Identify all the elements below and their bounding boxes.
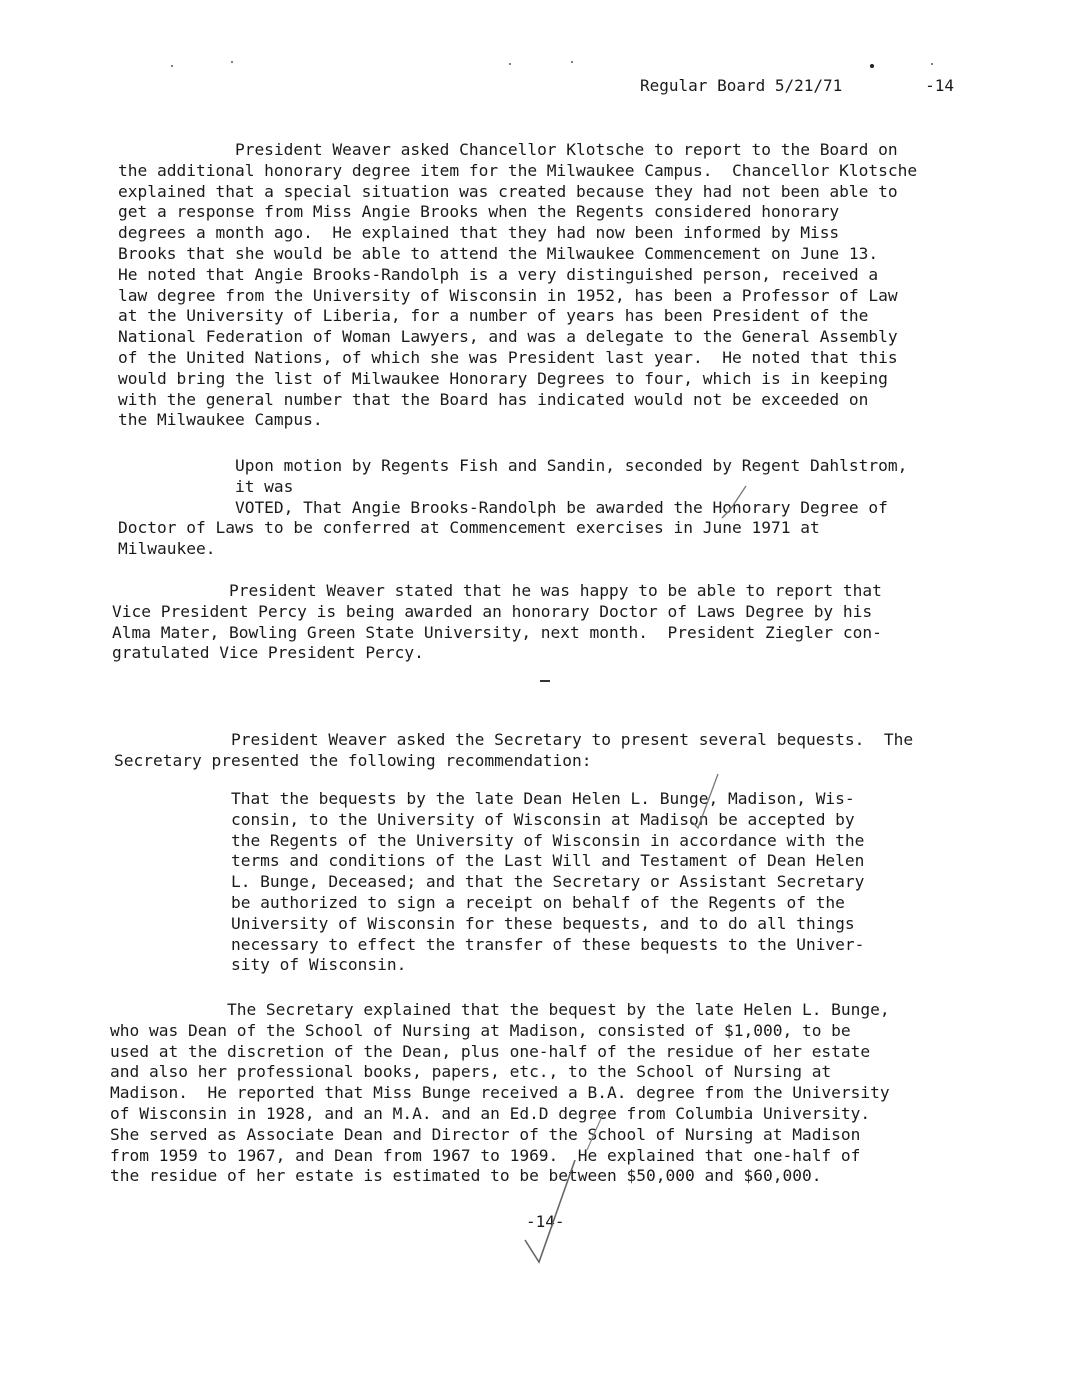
handwritten-check-icon	[720, 482, 750, 522]
paragraph-motion-voted: Upon motion by Regents Fish and Sandin, seconded by Regent Dahlstrom, it was VOTED, That Angie Brooks-Randolph be awarded the Honorary Degree of Doctor of Laws to be conferred at Commencement exercises in June 1971 at Milwaukee.	[118, 456, 908, 559]
scan-specks	[160, 58, 960, 72]
paragraph-honorary-degree-report: President Weaver asked Chancellor Klotsche to report to the Board on the additional honorary degree item for the Milwaukee Campus. Chancellor Klotsche explained that a special situation was created because they had not been able to get a response from Miss Angie Brooks when the Regents considered honorary degrees a month ago. He explained that they had now been informed by Miss Brooks that she would be able to attend the Milwaukee Commencement on June 13. He noted that Angie Brooks-Randolph is a very distinguished person, received a law degree from the University of Wisconsin in 1952, has been a Professor of Law at the University of Liberia, for a number of years has been President of the National Federation of Woman Lawyers, and was a delegate to the General Assembly of the United Nations, of which she was President last year. He noted that this would bring the list of Milwaukee Honorary Degrees to four, which is in keeping with the general number that the Board has indicated would not be exceeded on the Milwaukee Campus.	[118, 140, 918, 430]
large-check-mark-icon	[515, 1150, 585, 1280]
section-divider	[540, 680, 550, 682]
handwritten-check-icon	[690, 772, 720, 832]
page-footer-number: -14-	[526, 1212, 565, 1231]
paragraph-bequest-explanation: The Secretary explained that the bequest by the late Helen L. Bunge, who was Dean of the School of Nursing at Madison, consisted of $1,000, to be used at the discretion of the Dean, plus one-half of the residue of her estate and also her professional books, papers, etc., to the School of Nursing at Madison. He reported that Miss Bunge received a B.A. degree from the University of Wisconsin in 1928, and an M.A. and an Ed.D degree from Columbia University. She served as Associate Dean and Director of the School of Nursing at Madison from 1959 to 1967, and Dean from 1967 to 1969. He explained that one-half of the residue of her estate is estimated to be between $50,000 and $60,000.	[110, 1000, 890, 1186]
paragraph-percy-award: President Weaver stated that he was happy to be able to report that Vice President Percy is being awarded an honorary Doctor of Laws Degree by his Alma Mater, Bowling Green State University, next month. President Ziegler con- gratulated Vice President Percy.	[112, 581, 882, 663]
handwritten-check-icon	[585, 1112, 605, 1152]
header-page-number: -14	[925, 76, 954, 95]
paragraph-bequests-intro: President Weaver asked the Secretary to present several bequests. The Secretary presented the following recommendation:	[114, 730, 914, 770]
header-reference: Regular Board 5/21/71	[640, 76, 843, 95]
paragraph-bequest-recommendation: That the bequests by the late Dean Helen L. Bunge, Madison, Wis- consin, to the University of Wisconsin at Madison be accepted by the Regents of the University of Wisconsin in accordance with the terms and conditions of the Last Will and Testament of Dean Helen L. Bunge, Deceased; and that the Secretary or Assistant Secretary be authorized to sign a receipt on behalf of the Regents of the University of Wisconsin for these bequests, and to do all things necessary to effect the transfer of these bequests to the Univer- sity of Wisconsin.	[230, 789, 865, 975]
